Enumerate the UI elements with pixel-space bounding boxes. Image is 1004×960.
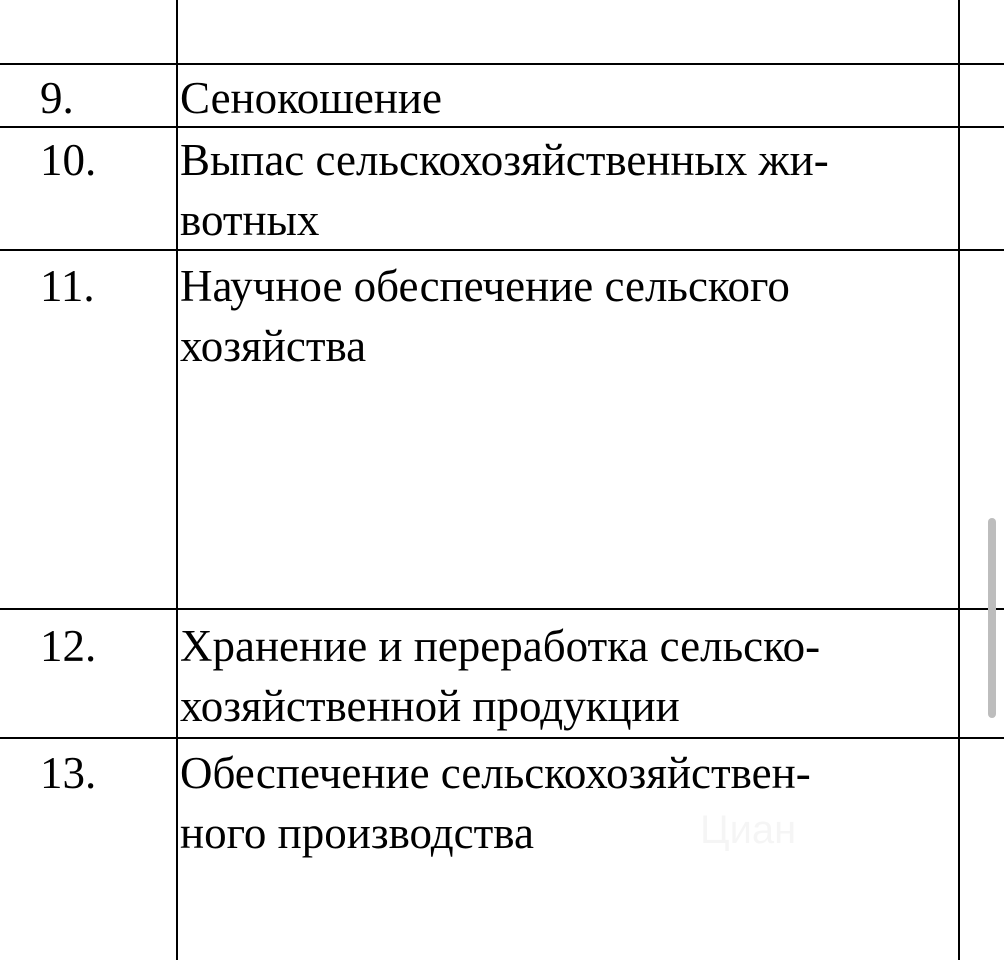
watermark-logo xyxy=(700,808,796,853)
row-divider xyxy=(0,63,1004,65)
scrollbar-thumb[interactable] xyxy=(988,518,996,718)
row-divider xyxy=(0,737,1004,739)
row-divider xyxy=(0,608,1004,610)
column-divider xyxy=(958,0,960,960)
row-number: 12. xyxy=(40,621,97,671)
row-divider xyxy=(0,126,1004,128)
row-divider xyxy=(0,249,1004,251)
row-text: Выпас сельскохозяйственных жи- xyxy=(180,135,829,185)
row-text: хозяйства xyxy=(180,321,367,371)
row-text: хозяйственной продукции xyxy=(180,681,680,731)
row-text: вотных xyxy=(180,195,320,245)
row-text: Хранение и переработка сельско- xyxy=(180,621,821,671)
row-number: 9. xyxy=(40,73,74,123)
column-divider xyxy=(176,0,178,960)
row-number: 10. xyxy=(40,135,97,185)
row-text: Обеспечение сельскохозяйствен- xyxy=(180,748,811,798)
row-text: Научное обеспечение сельского xyxy=(180,261,790,311)
row-text: ного производства xyxy=(180,808,534,858)
row-number: 11. xyxy=(40,261,95,311)
row-text: Сенокошение xyxy=(180,73,442,123)
row-number: 13. xyxy=(40,748,97,798)
